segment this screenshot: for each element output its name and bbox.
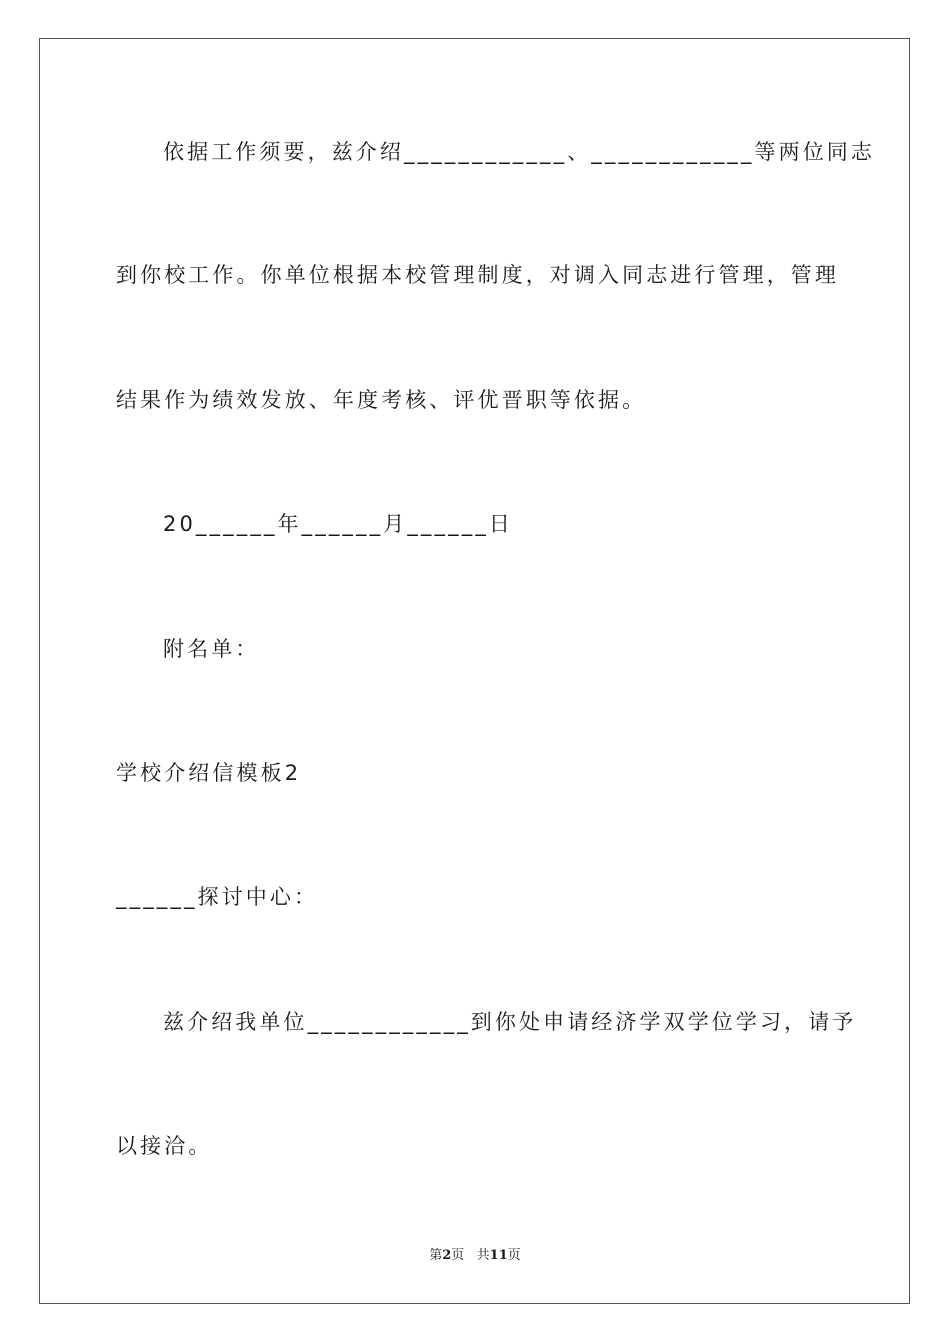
page-frame (39, 38, 910, 1304)
footer-page-number: 2 (442, 1248, 452, 1263)
date-line: 20______年______月______日 (163, 512, 514, 536)
paragraph-line-1: 依据工作须要，兹介绍____________、____________等两位同志 (163, 140, 875, 164)
footer-suffix: 页 (507, 1248, 521, 1263)
footer-total-pages: 11 (489, 1248, 508, 1263)
paragraph-line-3: 结果作为绩效发放、年度考核、评优晋职等依据。 (116, 388, 647, 412)
footer-middle: 页 共 (451, 1248, 490, 1263)
recipient-line: ______探讨中心： (116, 885, 319, 909)
footer-prefix: 第 (429, 1248, 443, 1263)
paragraph-line-2: 到你校工作。你单位根据本校管理制度，对调入同志进行管理，管理 (116, 263, 839, 287)
attachment-list-label: 附名单： (163, 637, 260, 661)
template-heading: 学校介绍信模板2 (116, 761, 302, 785)
paragraph-line-8: 兹介绍我单位____________到你处申请经济学双学位学习，请予 (163, 1010, 857, 1034)
paragraph-line-9: 以接洽。 (116, 1134, 213, 1158)
page-footer (0, 1248, 950, 1264)
